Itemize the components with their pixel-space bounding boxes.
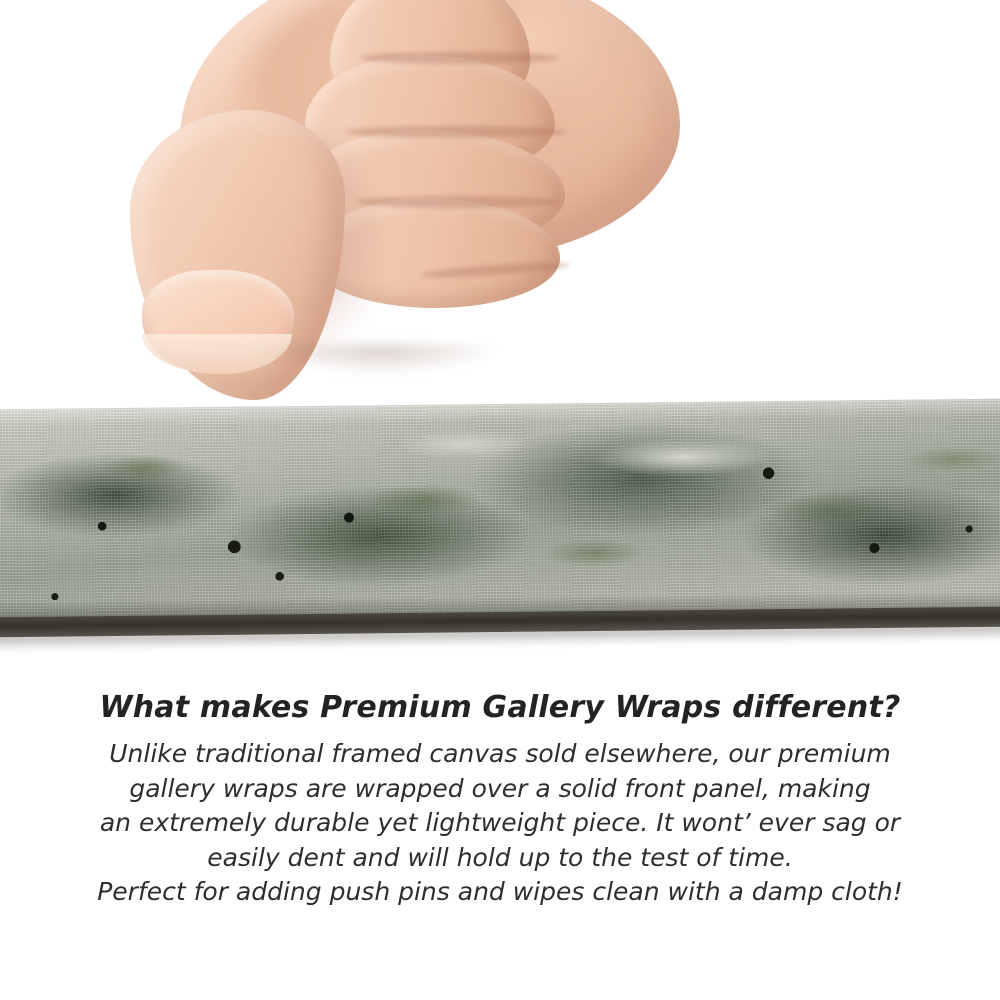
caption-line: gallery wraps are wrapped over a solid front panel, making <box>129 773 871 803</box>
caption-heading: What makes Premium Gallery Wraps different? <box>99 690 901 725</box>
caption-line: Unlike traditional framed canvas sold elsewhere, our premium <box>109 739 891 768</box>
caption-block <box>0 690 1000 910</box>
caption-line: easily dent and will hold up to the test of time. <box>207 842 793 872</box>
canvas-wrap-edge <box>0 399 1000 628</box>
caption-line: an extremely durable yet lightweight piece. It wont’ ever sag or <box>99 808 901 837</box>
caption-body <box>0 737 1000 910</box>
finger-crease <box>360 52 560 64</box>
hand-pressing-edge <box>120 0 700 430</box>
hand-contact-shadow <box>260 345 500 375</box>
finger-crease <box>345 126 567 138</box>
caption-line: Perfect for adding push pins and wipes clean with a damp cloth! <box>97 877 903 906</box>
